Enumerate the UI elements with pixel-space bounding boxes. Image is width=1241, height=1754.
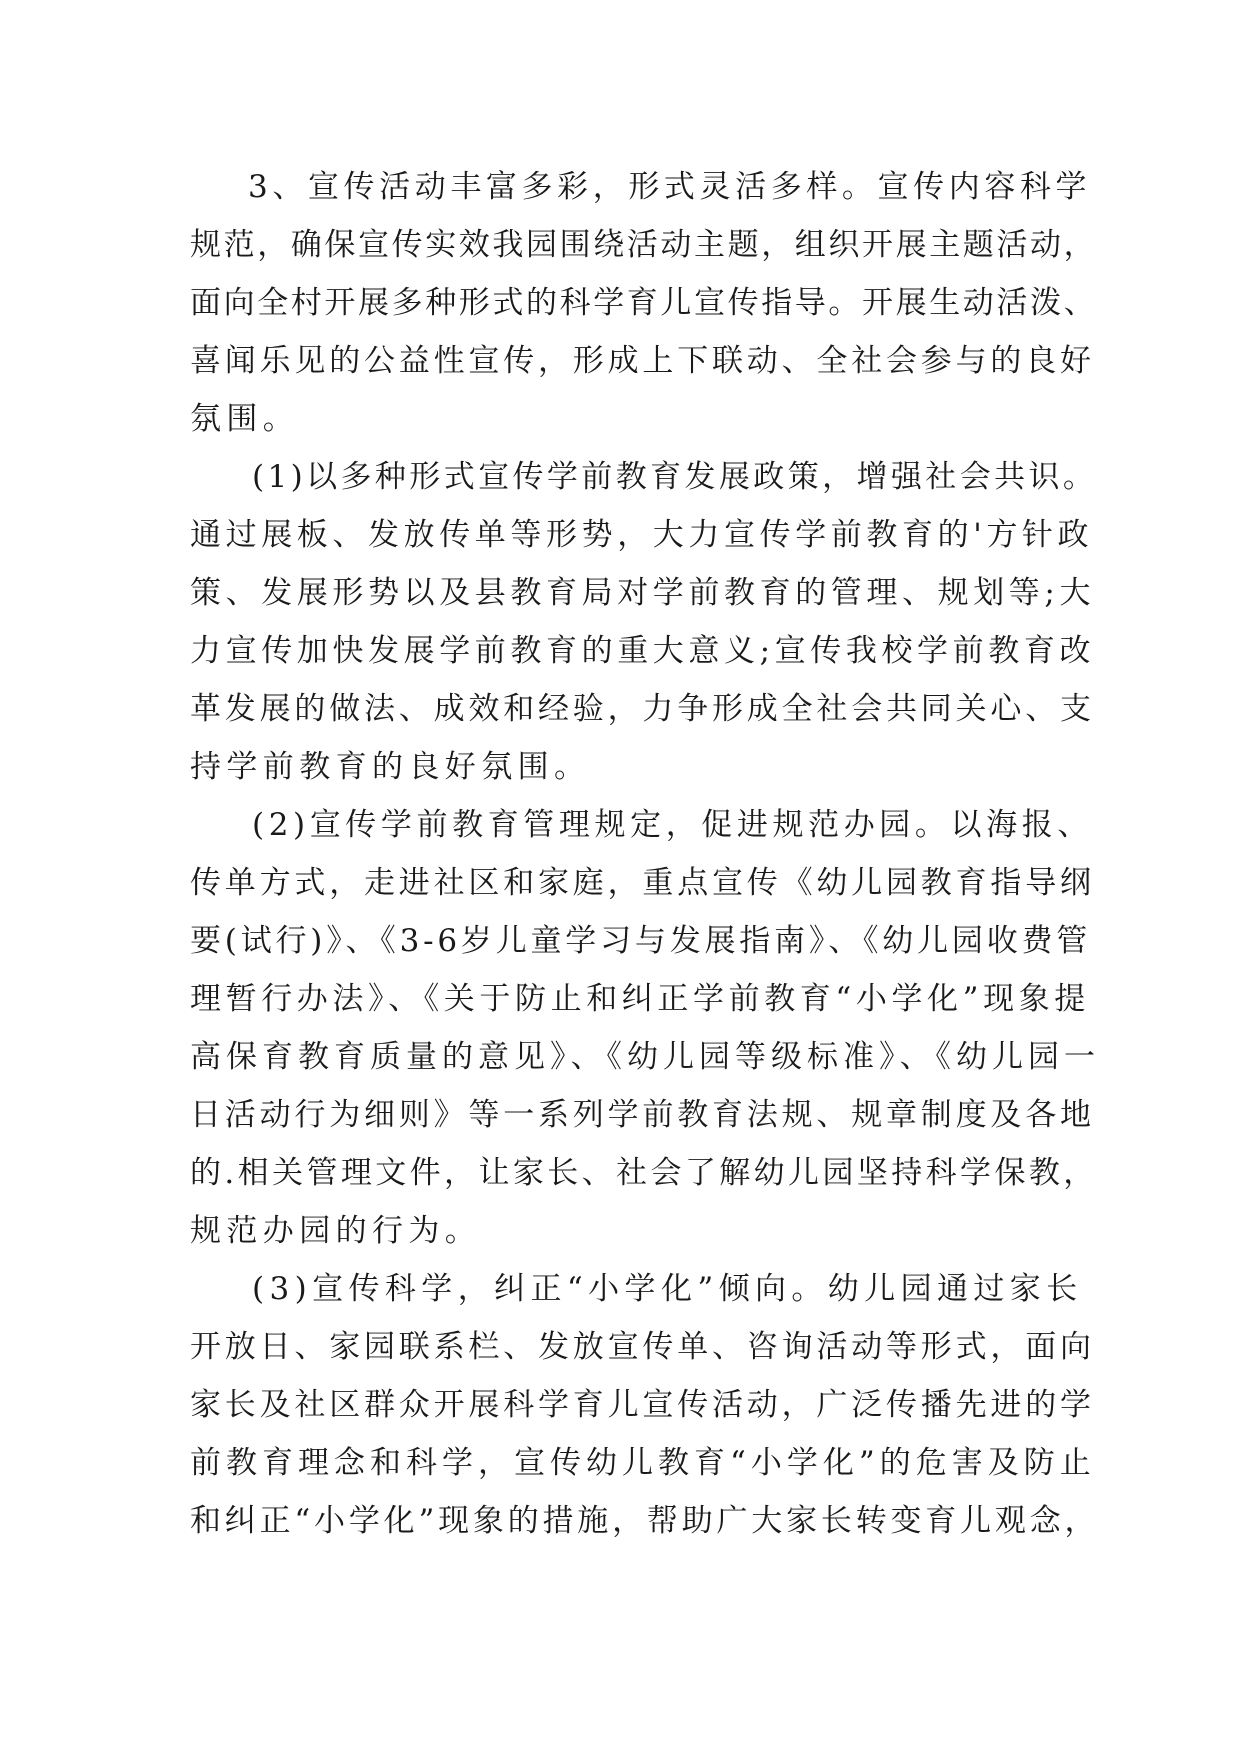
text-line: (3)宣传科学，纠正“小学化”倾向。幼儿园通过家长 [252, 1271, 1083, 1307]
text-line: 开放日、家园联系栏、发放宣传单、咨询活动等形式，面向 [190, 1329, 1095, 1365]
text-line: (1)以多种形式宣传学前教育发展政策，增强社会共识。 [252, 459, 1098, 495]
text-line: 和纠正“小学化”现象的措施，帮助广大家长转变育儿观念， [190, 1503, 1100, 1539]
text-line: 的.相关管理文件，让家长、社会了解幼儿园坚持科学保教， [190, 1155, 1098, 1191]
text-line: 喜闻乐见的公益性宣传，形成上下联动、全社会参与的良好 [190, 343, 1095, 379]
text-line: 规范办园的行为。 [190, 1213, 482, 1249]
text-line: 规范，确保宣传实效我园围绕活动主题，组织开展主题活动， [190, 227, 1098, 263]
text-line: 前教育理念和科学，宣传幼儿教育“小学化”的危害及防止 [190, 1445, 1096, 1481]
text-line: 持学前教育的良好氛围。 [190, 749, 591, 785]
text-line: 策、发展形势以及县教育局对学前教育的管理、规划等;大 [190, 575, 1096, 611]
text-line: 家长及社区群众开展科学育儿宣传活动，广泛传播先进的学 [190, 1387, 1095, 1423]
text-line: 力宣传加快发展学前教育的重大意义;宣传我校学前教育改 [190, 633, 1096, 669]
text-line: 传单方式，走进社区和家庭，重点宣传《幼儿园教育指导纲 [190, 865, 1095, 901]
text-line: 高保育教育质量的意见》、《幼儿园等级标准》、《幼儿园一 [190, 1039, 1100, 1075]
text-line: 理暂行办法》、《关于防止和纠正学前教育“小学化”现象提 [190, 981, 1090, 1017]
text-line: (2)宣传学前教育管理规定，促进规范办园。以海报、 [252, 807, 1093, 843]
text-line: 要(试行)》、《3-6岁儿童学习与发展指南》、《幼儿园收费管 [190, 923, 1092, 959]
text-line: 3、宣传活动丰富多彩，形式灵活多样。宣传内容科学 [248, 169, 1092, 205]
text-line: 面向全村开展多种形式的科学育儿宣传指导。开展生动活泼、 [190, 285, 1098, 321]
text-line: 革发展的做法、成效和经验，力争形成全社会共同关心、支 [190, 691, 1095, 727]
text-line: 日活动行为细则》等一系列学前教育法规、规章制度及各地 [190, 1097, 1095, 1133]
text-line: 通过展板、发放传单等形势，大力宣传学前教育的'方针政 [190, 517, 1094, 553]
text-line: 氛围。 [190, 401, 300, 437]
